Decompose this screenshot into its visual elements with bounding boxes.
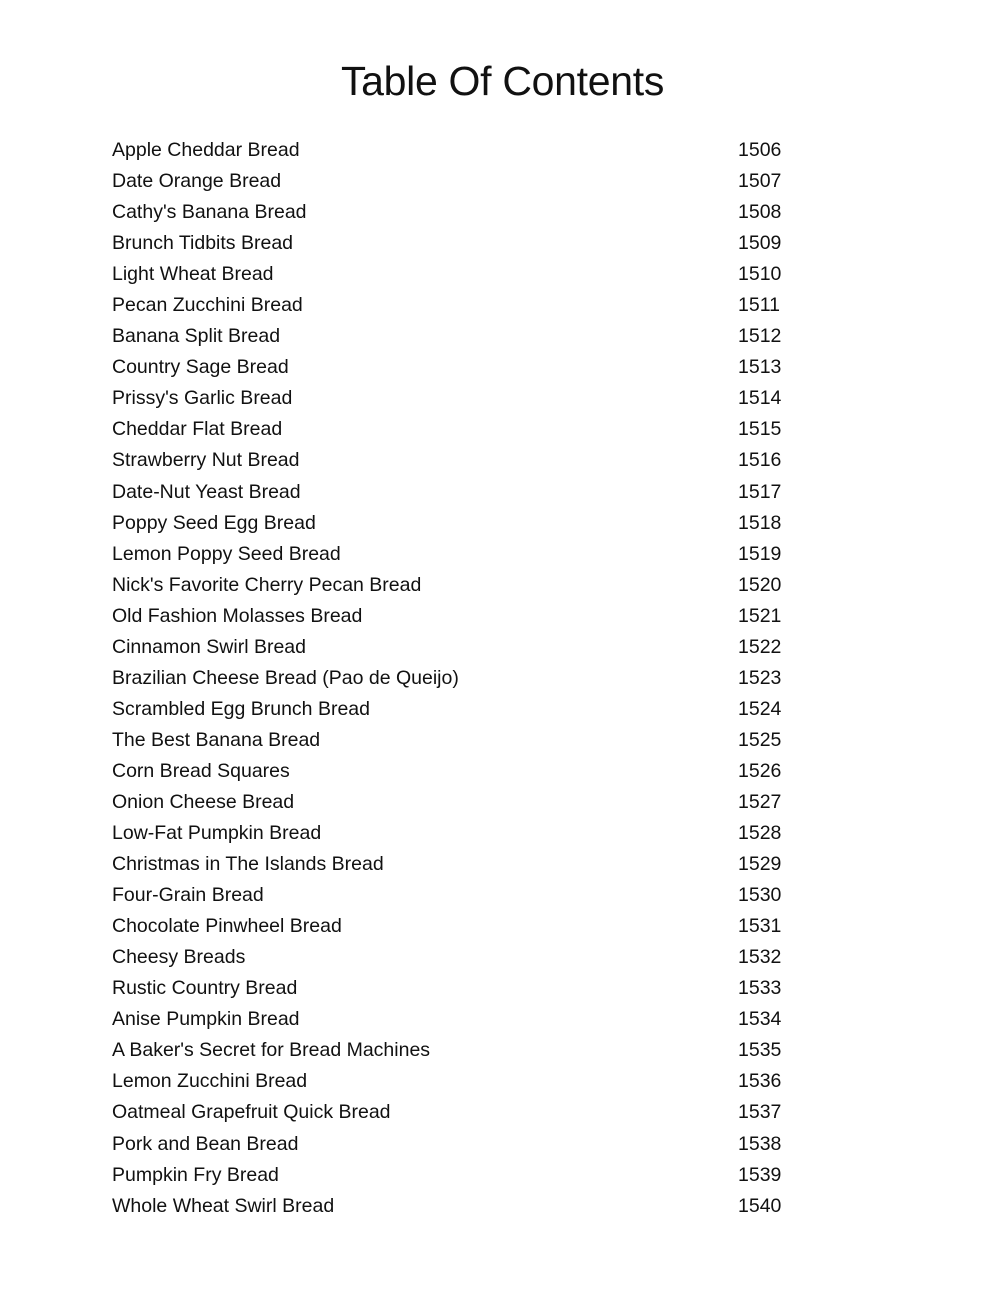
toc-entry-title: Banana Split Bread	[112, 325, 281, 348]
toc-entry-title: Date-Nut Yeast Bread	[112, 480, 301, 503]
toc-entry	[112, 1160, 792, 1191]
toc-entry-page-number: 1525	[738, 728, 782, 751]
toc-entry	[112, 880, 792, 911]
toc-entry-title: Lemon Zucchini Bread	[112, 1070, 308, 1093]
toc-entry	[112, 539, 792, 570]
toc-entry-page-number: 1520	[738, 573, 782, 596]
toc-entry	[112, 1035, 792, 1066]
toc-entry-page-number: 1531	[738, 915, 782, 938]
toc-entry-title: Onion Cheese Bread	[112, 790, 295, 813]
toc-entry-title: The Best Banana Bread	[112, 728, 321, 751]
toc-entry	[112, 508, 792, 539]
toc-entry	[112, 1004, 792, 1035]
toc-entry-page-number: 1515	[738, 418, 782, 441]
toc-entry-title: Country Sage Bread	[112, 356, 289, 379]
toc-entry-page-number: 1538	[738, 1132, 782, 1155]
toc-entry-page-number: 1528	[738, 822, 782, 845]
toc-entry-title: Cinnamon Swirl Bread	[112, 635, 307, 658]
toc-entry-page-number: 1529	[738, 853, 782, 876]
toc-entry	[112, 818, 792, 849]
toc-entry	[112, 849, 792, 880]
toc-entry	[112, 725, 792, 756]
toc-entry-title: Cheddar Flat Bread	[112, 418, 283, 441]
toc-entry-title: Chocolate Pinwheel Bread	[112, 915, 342, 938]
toc-entry-title: Anise Pumpkin Bread	[112, 1008, 300, 1031]
toc-entry	[112, 942, 792, 973]
toc-entry	[112, 1066, 792, 1097]
toc-entry-page-number: 1527	[738, 790, 782, 813]
toc-entry	[112, 228, 792, 259]
toc-entry-page-number: 1509	[738, 232, 782, 255]
toc-entry	[112, 197, 792, 228]
toc-entry-title: Pumpkin Fry Bread	[112, 1163, 279, 1186]
toc-entry-page-number: 1522	[738, 635, 782, 658]
toc-entry	[112, 383, 792, 414]
toc-entry-title: Oatmeal Grapefruit Quick Bread	[112, 1101, 391, 1124]
toc-entry	[112, 1129, 792, 1160]
toc-entry-title: Cathy's Banana Bread	[112, 201, 307, 224]
toc-entry-title: Date Orange Bread	[112, 170, 282, 193]
toc-entry-page-number: 1521	[738, 604, 782, 627]
toc-entry	[112, 632, 792, 663]
toc-entry	[112, 570, 792, 601]
toc-entry-page-number: 1540	[738, 1194, 782, 1217]
toc-entry-page-number: 1535	[738, 1039, 782, 1062]
toc-entry-title: Low-Fat Pumpkin Bread	[112, 822, 322, 845]
toc-entry	[112, 1191, 792, 1222]
toc-entry-page-number: 1506	[738, 139, 782, 161]
toc-entry-page-number: 1513	[738, 356, 782, 379]
toc-entry	[112, 352, 792, 383]
toc-entry-page-number: 1539	[738, 1163, 782, 1186]
toc-entry-title: Brazilian Cheese Bread (Pao de Queijo)	[112, 666, 459, 689]
toc-entry-page-number: 1510	[738, 263, 782, 286]
toc-entry-page-number: 1533	[738, 977, 782, 1000]
toc-entry-page-number: 1518	[738, 511, 782, 534]
toc-entry-title: Nick's Favorite Cherry Pecan Bread	[112, 573, 422, 596]
toc-entry	[112, 911, 792, 942]
toc-entry	[112, 321, 792, 352]
toc-entry	[112, 166, 792, 197]
toc-entry	[112, 445, 792, 476]
toc-entry-page-number: 1511	[738, 294, 780, 317]
toc-entry-title: Pecan Zucchini Bread	[112, 294, 303, 317]
toc-entry-title: Strawberry Nut Bread	[112, 449, 300, 472]
toc-entry-title: Light Wheat Bread	[112, 263, 274, 286]
toc-entry-page-number: 1523	[738, 666, 782, 689]
toc-entry-title: Cheesy Breads	[112, 946, 246, 969]
toc-entry-title: Whole Wheat Swirl Bread	[112, 1194, 335, 1217]
page-title: Table Of Contents	[340, 58, 665, 104]
toc-entry-title: Apple Cheddar Bread	[112, 139, 300, 161]
toc-entry-title: Rustic Country Bread	[112, 977, 298, 1000]
toc-entry-title: Christmas in The Islands Bread	[112, 853, 384, 876]
toc-entry	[112, 135, 792, 166]
toc-entry-title: A Baker's Secret for Bread Machines	[112, 1039, 431, 1062]
toc-entry	[112, 787, 792, 818]
toc-entry	[112, 663, 792, 694]
toc-entry	[112, 259, 792, 290]
toc-entry	[112, 973, 792, 1004]
toc-entry	[112, 477, 792, 508]
toc-entry-title: Scrambled Egg Brunch Bread	[112, 697, 370, 720]
toc-entry-page-number: 1537	[738, 1101, 782, 1124]
toc-entry-page-number: 1524	[738, 697, 782, 720]
toc-entry	[112, 756, 792, 787]
toc-entry	[112, 290, 792, 321]
toc-entry-title: Poppy Seed Egg Bread	[112, 511, 316, 534]
toc-entry	[112, 601, 792, 632]
toc-entry-page-number: 1514	[738, 387, 782, 410]
toc-entry-page-number: 1519	[738, 542, 782, 565]
toc-entry	[112, 694, 792, 725]
toc-entry-page-number: 1534	[738, 1008, 782, 1031]
toc-entry-page-number: 1536	[738, 1070, 782, 1093]
toc-entry-title: Old Fashion Molasses Bread	[112, 604, 363, 627]
toc-entry-page-number: 1516	[738, 449, 782, 472]
toc-entry-page-number: 1517	[738, 480, 782, 503]
toc-entry-page-number: 1532	[738, 946, 782, 969]
toc-entry-page-number: 1526	[738, 759, 782, 782]
toc-entry-title: Lemon Poppy Seed Bread	[112, 542, 341, 565]
toc-entry	[112, 1097, 792, 1128]
toc-entry-page-number: 1508	[738, 201, 782, 224]
toc-entry-title: Prissy's Garlic Bread	[112, 387, 293, 410]
toc-entry-title: Pork and Bean Bread	[112, 1132, 299, 1155]
toc-entry-title: Four-Grain Bread	[112, 884, 264, 907]
toc-entry-title: Corn Bread Squares	[112, 759, 290, 782]
toc-entry	[112, 414, 792, 445]
toc-entry-title: Brunch Tidbits Bread	[112, 232, 294, 255]
toc-entry-page-number: 1507	[738, 170, 782, 193]
table-of-contents-list	[112, 135, 792, 1222]
toc-entry-page-number: 1512	[738, 325, 782, 348]
toc-entry-page-number: 1530	[738, 884, 782, 907]
